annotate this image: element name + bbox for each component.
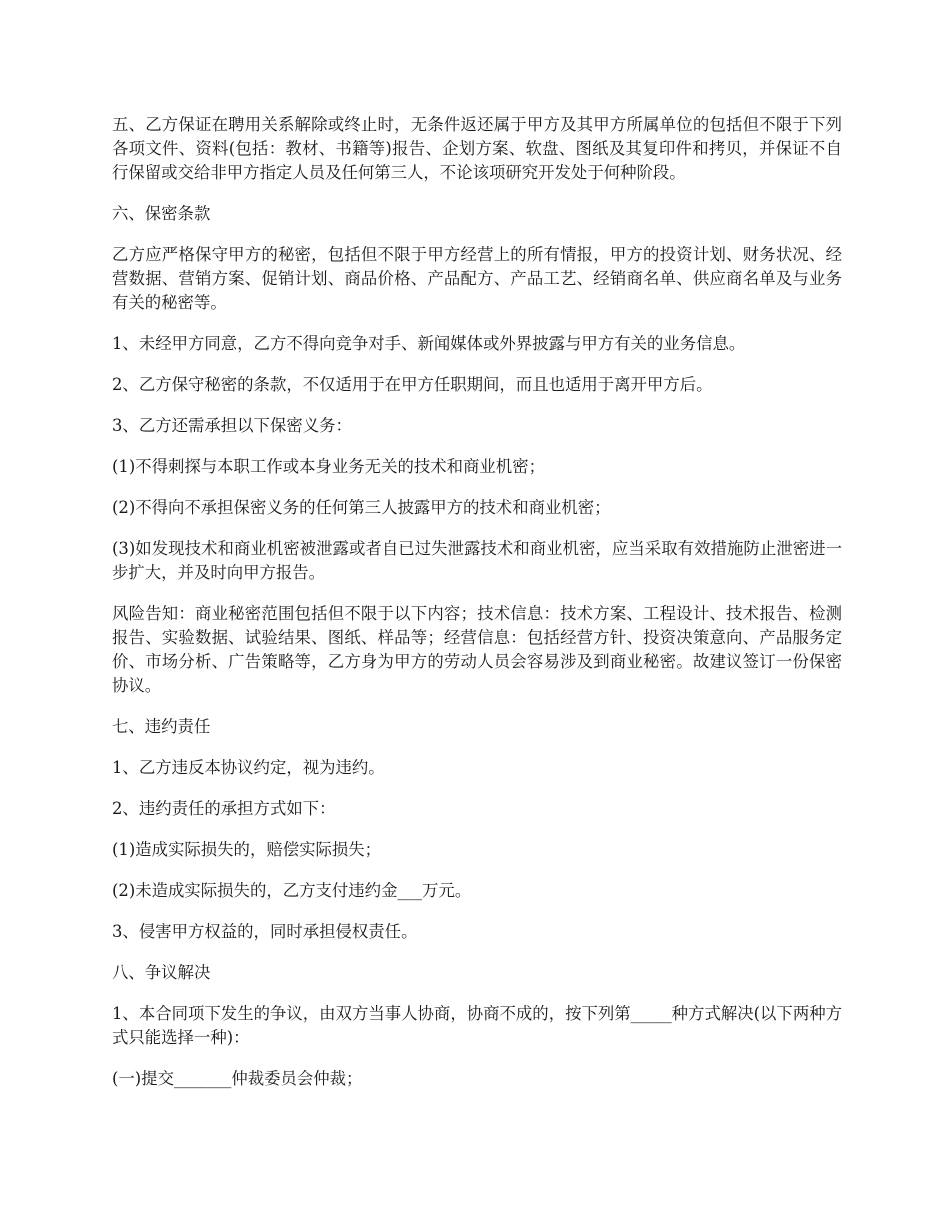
clause-6-3-1-paragraph: (1)不得刺探与本职工作或本身业务无关的技术和商业机密；	[112, 457, 545, 476]
clause-6-3-3-paragraph: (3)如发现技术和商业机密被泄露或者自已过失泄露技术和商业机密，应当采取有效措施防止泄密进一步扩大，并及时向甲方报告。	[112, 539, 842, 582]
risk-notice-paragraph: 风险告知：商业秘密范围包括但不限于以下内容；技术信息：技术方案、工程设计、技术报告、检测报告、实验数据、试验结果、图纸、样品等；经营信息：包括经营方针、投资决策意向、产品服务定价、市场分析、广告策略等，乙方身为甲方的劳动人员会容易涉及到商业秘密。故建议签订一份保密协议。	[112, 604, 842, 695]
clause-8-1-paragraph: 1、本合同项下发生的争议，由双方当事人协商，协商不成的，按下列第_____种方式解决(以下两种方式只能选择一种)：	[112, 1004, 842, 1047]
section-8-heading: 八、争议解决	[112, 963, 211, 982]
clause-7-2-paragraph: 2、违约责任的承担方式如下：	[112, 799, 336, 818]
clause-6-2-paragraph: 2、乙方保守秘密的条款，不仅适用于在甲方任职期间，而且也适用于离开甲方后。	[112, 375, 713, 394]
clause-7-1-paragraph: 1、乙方违反本协议约定，视为违约。	[112, 758, 385, 777]
section-6-heading: 六、保密条款	[112, 204, 211, 223]
document-page	[112, 113, 842, 1108]
clause-7-2-1-paragraph: (1)造成实际损失的，赔偿实际损失；	[112, 840, 382, 859]
clause-7-2-2-paragraph: (2)未造成实际损失的，乙方支付违约金___万元。	[112, 881, 472, 900]
clause-7-3-paragraph: 3、侵害甲方权益的，同时承担侵权责任。	[112, 922, 418, 941]
clause-6-3-2-paragraph: (2)不得向不承担保密义务的任何第三人披露甲方的技术和商业机密；	[112, 498, 611, 517]
clause-6-1-paragraph: 1、未经甲方同意，乙方不得向竞争对手、新闻媒体或外界披露与甲方有关的业务信息。	[112, 334, 746, 353]
section-7-heading: 七、违约责任	[112, 717, 211, 736]
clause-8-1-a-paragraph: (一)提交_______仲裁委员会仲裁；	[112, 1069, 363, 1088]
confidentiality-intro-paragraph: 乙方应严格保守甲方的秘密，包括但不限于甲方经营上的所有情报，甲方的投资计划、财务状况、经营数据、营销方案、促销计划、商品价格、产品配方、产品工艺、经销商名单、供应商名单及与业务有关的秘密等。	[112, 245, 842, 312]
clause-6-3-paragraph: 3、乙方还需承担以下保密义务：	[112, 416, 352, 435]
clause-5-paragraph: 五、乙方保证在聘用关系解除或终止时，无条件返还属于甲方及其甲方所属单位的包括但不限于下列各项文件、资料(包括：教材、书籍等)报告、企划方案、软盘、图纸及其复印件和拷贝，并保证不自行保留或交给非甲方指定人员及任何第三人，不论该项研究开发处于何种阶段。	[112, 115, 842, 182]
